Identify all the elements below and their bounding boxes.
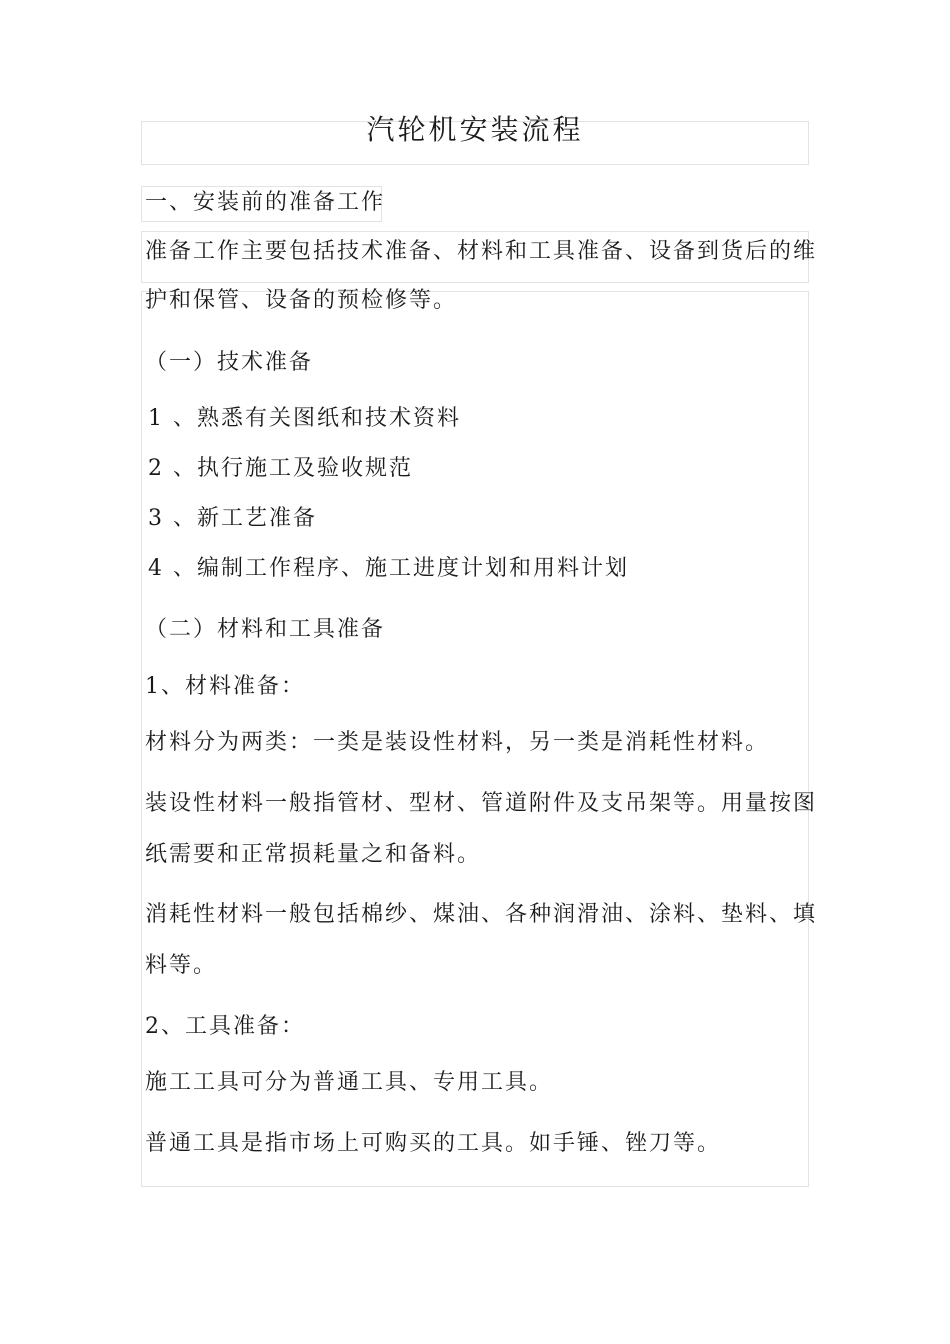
- document-title: 汽轮机安装流程: [366, 113, 584, 146]
- subsection-heading-materials-tools: （二）材料和工具准备: [145, 617, 386, 642]
- subsection-heading-technical: （一）技术准备: [145, 350, 314, 375]
- materials-paragraph-1: 材料分为两类：一类是装设性材料，另一类是消耗性材料。: [145, 730, 770, 755]
- intro-line-2: 护和保管、设备的预检修等。: [145, 288, 458, 313]
- intro-line-1: 准备工作主要包括技术准备、材料和工具准备、设备到货后的维: [145, 239, 818, 264]
- tools-paragraph-2: 普通工具是指市场上可购买的工具。如手锤、锉刀等。: [145, 1131, 722, 1156]
- list-item: 1 、熟悉有关图纸和技术资料: [148, 406, 461, 431]
- tools-paragraph-1: 施工工具可分为普通工具、专用工具。: [145, 1070, 554, 1095]
- materials-paragraph-2-line-1: 装设性材料一般指管材、型材、管道附件及支吊架等。用量按图: [145, 791, 818, 816]
- materials-paragraph-3-line-1: 消耗性材料一般包括棉纱、煤油、各种润滑油、涂料、垫料、填: [145, 902, 818, 927]
- materials-paragraph-2-line-2: 纸需要和正常损耗量之和备料。: [145, 842, 482, 867]
- tools-heading: 2、工具准备：: [145, 1014, 305, 1039]
- list-item: 4 、编制工作程序、施工进度计划和用料计划: [148, 556, 629, 581]
- list-item: 2 、执行施工及验收规范: [148, 456, 413, 481]
- materials-paragraph-3-line-2: 料等。: [145, 953, 218, 978]
- section-heading: 一、安装前的准备工作: [145, 190, 386, 215]
- materials-heading: 1、材料准备：: [145, 674, 305, 699]
- list-item: 3 、新工艺准备: [148, 506, 317, 531]
